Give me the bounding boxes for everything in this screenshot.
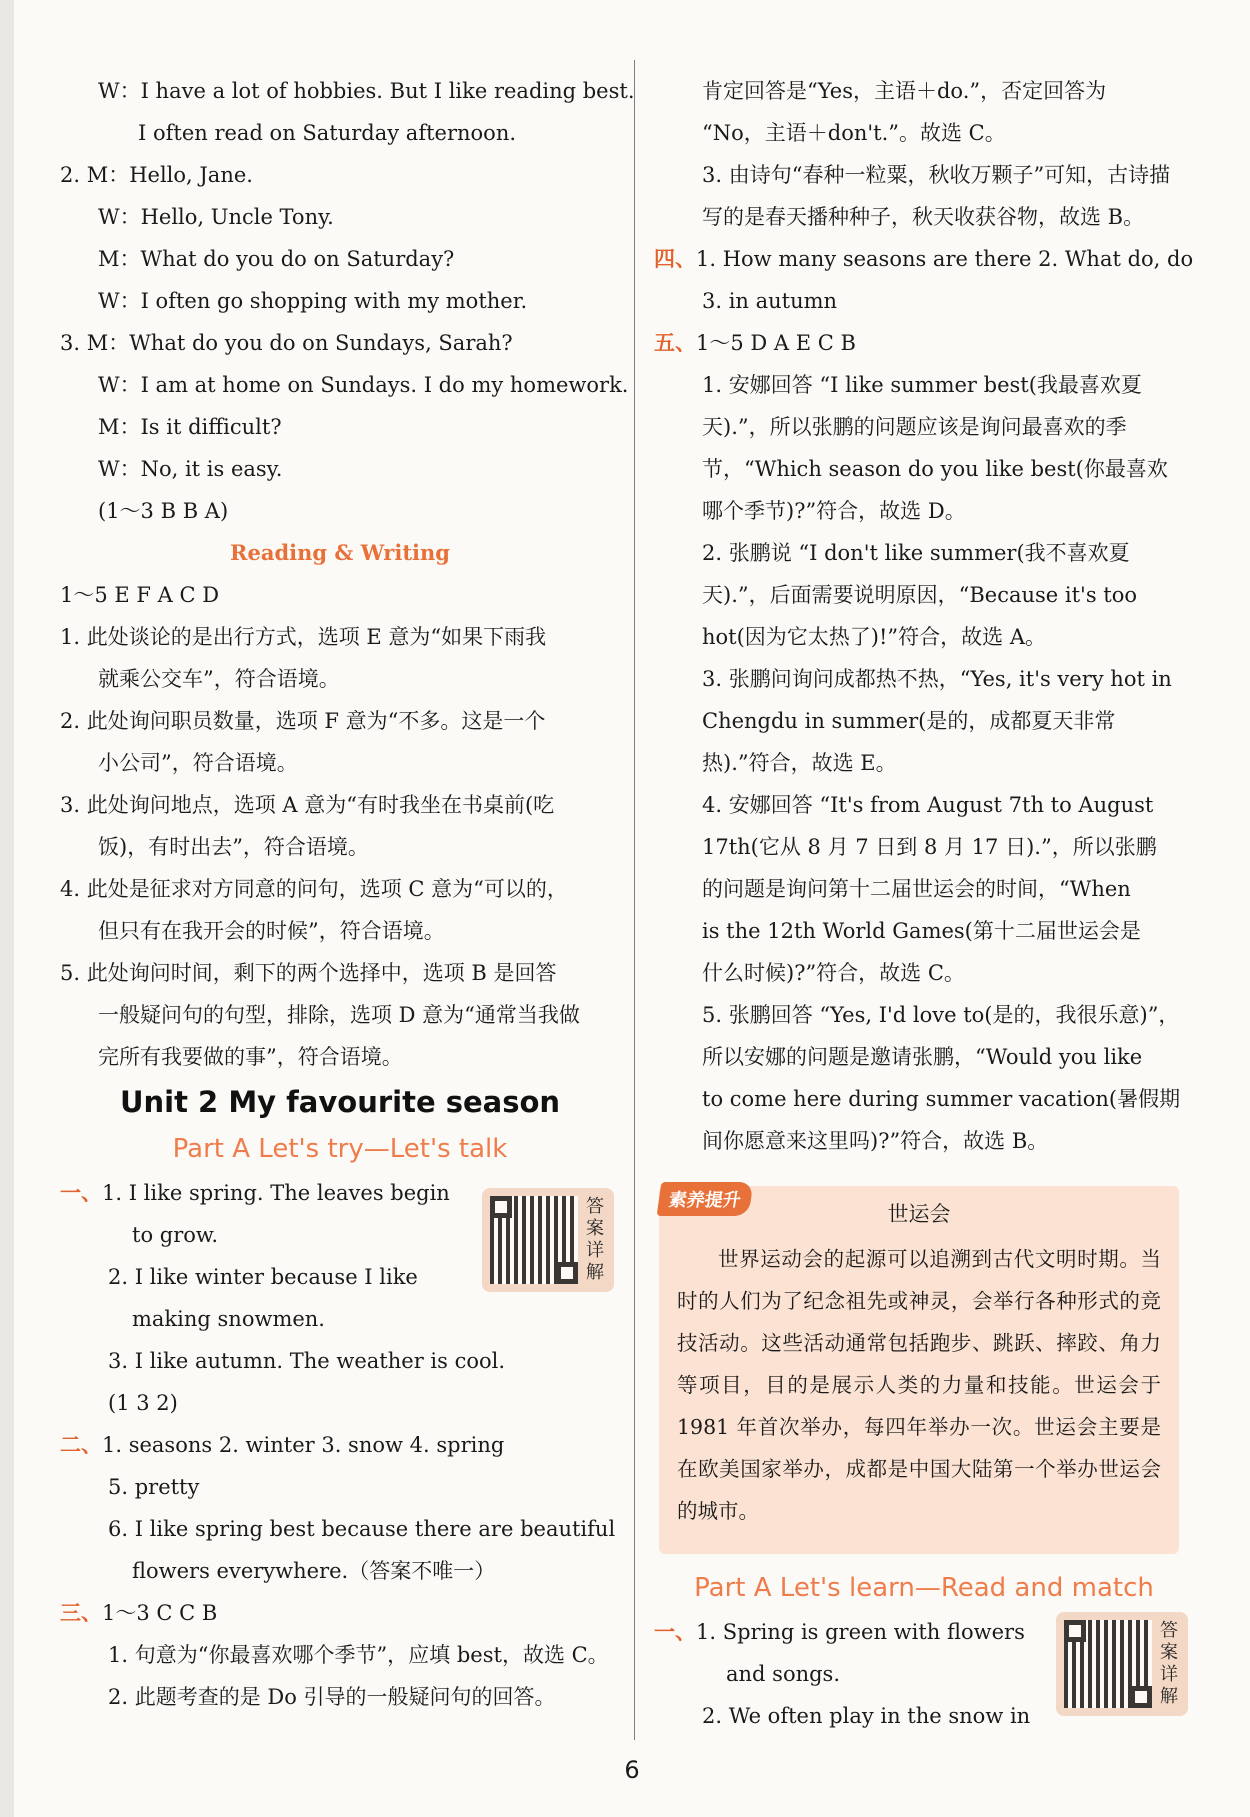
text-line [654, 742, 1194, 784]
text-line [654, 532, 1194, 574]
line-text: 间你愿意来这里吗)?”符合，故选 B。 [702, 1129, 1049, 1153]
line-text: W：I often go shopping with my mother. [98, 289, 528, 313]
text-line [60, 1592, 620, 1634]
line-text: flowers everywhere.（答案不唯一） [132, 1559, 496, 1583]
text-line [654, 574, 1194, 616]
line-text: 写的是春天播种种子，秋天收获谷物，故选 B。 [702, 205, 1145, 229]
line-text: to grow. [132, 1223, 219, 1247]
line-text: “No，主语＋don't.”。故选 C。 [702, 121, 1006, 145]
line-text: 2. 张鹏说 “I don't like summer(我不喜欢夏 [702, 541, 1130, 565]
line-text: 2. We often play in the snow in [702, 1704, 1031, 1728]
line-text: 5. 此处询问时间，剩下的两个选择中，选项 B 是回答 [60, 961, 557, 985]
line-text: 5. 张鹏回答 “Yes, I'd love to(是的，我很乐意)”， [702, 1003, 1180, 1027]
text-line [654, 280, 1194, 322]
line-text: 1. How many seasons are there 2. What do, do [696, 247, 1194, 271]
text-line [60, 70, 635, 112]
text-line [654, 364, 1194, 406]
text-line [60, 448, 620, 490]
line-text: 5. pretty [108, 1475, 200, 1499]
text-line [60, 700, 620, 742]
text-line [60, 1036, 620, 1078]
text-line [654, 952, 1194, 994]
line-text: 4. 此处是征求对方同意的问句，选项 C 意为“可以的， [60, 877, 568, 901]
line-text: 1. I like spring. The leaves begin [102, 1181, 450, 1205]
part-title-lets-learn: Part A Let's learn—Read and match [694, 1573, 1154, 1603]
text-line [654, 784, 1194, 826]
line-text: and songs. [726, 1662, 841, 1686]
text-line [60, 1424, 620, 1466]
text-line [654, 112, 1194, 154]
text-line [60, 1466, 620, 1508]
qr-code-icon [490, 1196, 578, 1284]
line-text: 1. Spring is green with flowers [696, 1620, 1025, 1644]
line-text: 哪个季节)?”符合，故选 D。 [702, 499, 966, 523]
column-divider [634, 60, 635, 1740]
text-line [60, 658, 620, 700]
line-text: 完所有我要做的事”，符合语境。 [98, 1045, 403, 1069]
text-line [60, 868, 620, 910]
qr-label: 答案详解 [586, 1196, 604, 1283]
text-line [60, 1382, 620, 1424]
text-line [60, 1340, 620, 1382]
text-line [654, 490, 1194, 532]
unit-title: Unit 2 My favourite season [119, 1085, 561, 1119]
text-line [60, 784, 620, 826]
section-marker: 二、 [60, 1433, 102, 1457]
line-text: 的问题是询问第十二届世运会的时间，“When [702, 877, 1131, 901]
text-line [654, 406, 1194, 448]
text-line [654, 826, 1194, 868]
text-line [654, 1120, 1194, 1162]
line-text: 2. M：Hello, Jane. [60, 163, 253, 187]
section-marker: 三、 [60, 1601, 102, 1625]
line-text: W：I have a lot of hobbies. But I like reading best. [98, 79, 635, 103]
culture-badge: 素养提升 [657, 1182, 754, 1216]
line-text: hot(因为它太热了)!”符合，故选 A。 [702, 625, 1047, 649]
text-line [60, 196, 620, 238]
text-line [60, 952, 620, 994]
line-text: 3. 此处询问地点，选项 A 意为“有时我坐在书桌前(吃 [60, 793, 555, 817]
text-line [60, 238, 620, 280]
right-answers [654, 70, 1194, 1162]
line-text: 什么时候)?”符合，故选 C。 [702, 961, 965, 985]
line-text: 节，“Which season do you like best(你最喜欢 [702, 457, 1168, 481]
text-line [654, 70, 1194, 112]
line-text: 天).”，后面需要说明原因，“Because it's too [702, 583, 1137, 607]
text-line [654, 196, 1194, 238]
section-marker: 五、 [654, 331, 696, 355]
line-text: 3. M：What do you do on Sundays, Sarah? [60, 331, 513, 355]
line-text: 1. 句意为“你最喜欢哪个季节”，应填 best，故选 C。 [108, 1643, 609, 1667]
line-text: 3. I like autumn. The weather is cool. [108, 1349, 506, 1373]
text-line [60, 154, 620, 196]
line-text: I often read on Saturday afternoon. [138, 121, 517, 145]
page-number: 6 [624, 1756, 640, 1784]
right-column [654, 70, 1194, 1162]
part-title-lets-talk: Part A Let's try—Let's talk [172, 1134, 508, 1164]
line-text: Chengdu in summer(是的，成都夏天非常 [702, 709, 1116, 733]
culture-text: 世界运动会的起源可以追溯到古代文明时期。当时的人们为了纪念祖先或神灵，会举行各种形式的竞技活动。这些活动通常包括跑步、跳跃、摔跤、角力等项目，目的是展示人类的力量和技能。世运会于 1981 年首次举办，每四年举办一次。世运会主要是在欧美国家举办，成都是中国大陆第一个举办世运会的城市。 [677, 1247, 1161, 1523]
text-line [654, 154, 1194, 196]
line-text: 1～5 D A E C B [696, 331, 856, 355]
line-text: 1～3 C C B [102, 1601, 218, 1625]
qr-label: 答案详解 [1160, 1620, 1178, 1707]
line-text: 1. 安娜回答 “I like summer best(我最喜欢夏 [702, 373, 1142, 397]
line-text: 2. 此题考查的是 Do 引导的一般疑问句的回答。 [108, 1685, 556, 1709]
reading-writing-answers [60, 574, 620, 1078]
line-text: 热).”符合，故选 E。 [702, 751, 897, 775]
text-line [60, 1508, 620, 1550]
text-line [60, 910, 620, 952]
text-line [60, 994, 620, 1036]
text-line [654, 700, 1194, 742]
text-line [654, 448, 1194, 490]
line-text: 所以安娜的问题是邀请张鹏，“Would you like [702, 1045, 1143, 1069]
listening-script [60, 70, 635, 532]
text-line [60, 322, 620, 364]
text-line [60, 490, 620, 532]
line-text: 饭)，有时出去”，符合语境。 [98, 835, 369, 859]
section-marker: 一、 [60, 1181, 102, 1205]
line-text: 就乘公交车”，符合语境。 [98, 667, 340, 691]
line-text: 小公司”，符合语境。 [98, 751, 298, 775]
line-text: (1～3 B B A) [98, 499, 229, 523]
line-text: 一般疑问句的句型，排除，选项 D 意为“通常当我做 [98, 1003, 580, 1027]
text-line [654, 868, 1194, 910]
line-text: 4. 安娜回答 “It's from August 7th to August [702, 793, 1154, 817]
line-text: 肯定回答是“Yes，主语＋do.”，否定回答为 [702, 79, 1107, 103]
text-line [654, 1036, 1194, 1078]
line-text: 1. 此处谈论的是出行方式，选项 E 意为“如果下雨我 [60, 625, 547, 649]
reading-writing-title: Reading & Writing [230, 540, 450, 565]
text-line [60, 280, 620, 322]
line-text: 1～5 E F A C D [60, 583, 220, 607]
line-text: W：No, it is easy. [98, 457, 283, 481]
text-line [60, 616, 620, 658]
qr-code-right[interactable] [1056, 1612, 1188, 1716]
text-line [60, 826, 620, 868]
text-line [60, 574, 620, 616]
text-line [654, 238, 1194, 280]
culture-title: 世运会 [887, 1202, 951, 1226]
line-text: 1. seasons 2. winter 3. snow 4. spring [102, 1433, 505, 1457]
line-text: 但只有在我开会的时候”，符合语境。 [98, 919, 445, 943]
line-text: 6. I like spring best because there are beautiful [108, 1517, 616, 1541]
line-text: making snowmen. [132, 1307, 325, 1331]
line-text: W：I am at home on Sundays. I do my homework. [98, 373, 629, 397]
text-line [654, 616, 1194, 658]
left-column [60, 70, 635, 1718]
line-text: (1 3 2) [108, 1391, 178, 1415]
text-line [654, 1078, 1194, 1120]
line-text: M：Is it difficult? [98, 415, 282, 439]
line-text: to come here during summer vacation(暑假期 [702, 1087, 1181, 1111]
text-line [60, 1676, 620, 1718]
qr-code-icon [1064, 1620, 1152, 1708]
line-text: 3. 张鹏问询问成都热不热，“Yes, it's very hot in [702, 667, 1172, 691]
culture-box [659, 1186, 1179, 1554]
text-line [60, 112, 620, 154]
line-text: 2. I like winter because I like [108, 1265, 418, 1289]
text-line [60, 742, 620, 784]
line-text: W：Hello, Uncle Tony. [98, 205, 334, 229]
line-text: is the 12th World Games(第十二届世运会是 [702, 919, 1141, 943]
qr-code-left[interactable] [482, 1188, 614, 1292]
text-line [60, 1550, 620, 1592]
text-line [60, 364, 629, 406]
line-text: 3. 由诗句“春种一粒粟，秋收万颗子”可知，古诗描 [702, 163, 1171, 187]
text-line [654, 910, 1194, 952]
line-text: 2. 此处询问职员数量，选项 F 意为“不多。这是一个 [60, 709, 546, 733]
section-marker: 一、 [654, 1620, 696, 1644]
line-text: M：What do you do on Saturday? [98, 247, 455, 271]
text-line [60, 406, 620, 448]
text-line [60, 1634, 620, 1676]
text-line [60, 1298, 620, 1340]
text-line [654, 658, 1194, 700]
line-text: 17th(它从 8 月 7 日到 8 月 17 日).”，所以张鹏 [702, 835, 1157, 859]
line-text: 天).”，所以张鹏的问题应该是询问最喜欢的季 [702, 415, 1127, 439]
text-line [654, 322, 1194, 364]
text-line [654, 994, 1194, 1036]
line-text: 3. in autumn [702, 289, 838, 313]
section-marker: 四、 [654, 247, 696, 271]
